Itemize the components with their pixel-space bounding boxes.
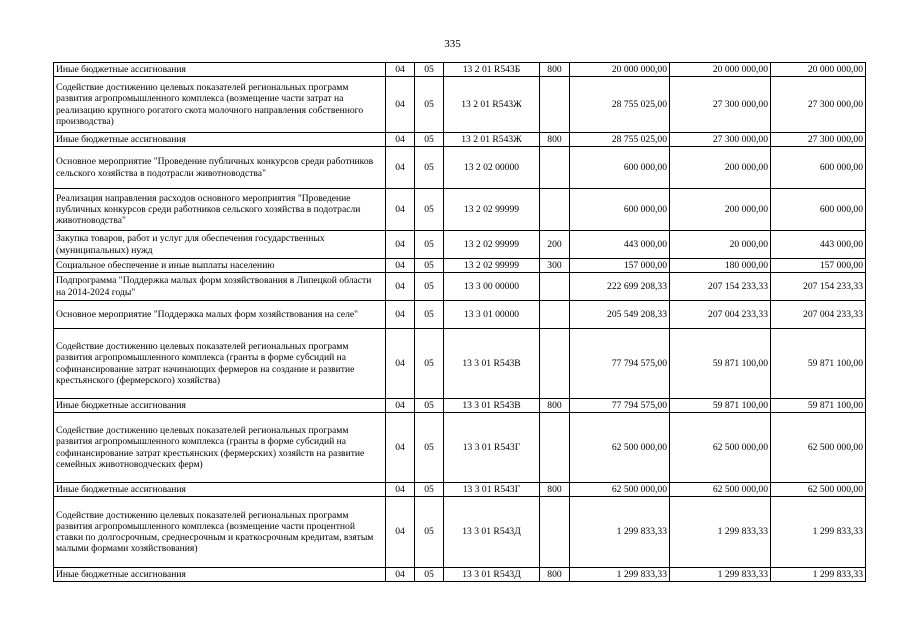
section-code: 04: [386, 497, 415, 568]
target-article-code: 13 2 02 00000: [444, 147, 540, 189]
row-name: Иные бюджетные ассигнования: [54, 133, 386, 147]
section-code: 04: [386, 301, 415, 329]
row-name: Закупка товаров, работ и услуг для обеспечения государственных (муниципальных) нужд: [54, 231, 386, 259]
amount-year-1: 77 794 575,00: [570, 329, 670, 399]
page-number: 335: [444, 38, 461, 50]
amount-year-3: 1 299 833,33: [771, 497, 866, 568]
table-row: [54, 133, 866, 147]
amount-year-1: 1 299 833,33: [570, 568, 670, 582]
section-code: 04: [386, 399, 415, 413]
amount-year-2: 20 000,00: [670, 231, 771, 259]
table-row: [54, 231, 866, 259]
expense-type-code: [540, 273, 570, 301]
amount-year-3: 1 299 833,33: [771, 568, 866, 582]
amount-year-2: 207 154 233,33: [670, 273, 771, 301]
amount-year-3: 59 871 100,00: [771, 329, 866, 399]
amount-year-1: 62 500 000,00: [570, 413, 670, 483]
row-name: Основное мероприятие "Поддержка малых форм хозяйствования на селе": [54, 301, 386, 329]
amount-year-1: 20 000 000,00: [570, 63, 670, 77]
table-row: [54, 259, 866, 273]
amount-year-3: 443 000,00: [771, 231, 866, 259]
table-row: [54, 329, 866, 399]
expense-type-code: 200: [540, 231, 570, 259]
row-name: Иные бюджетные ассигнования: [54, 568, 386, 582]
subsection-code: 05: [415, 231, 444, 259]
row-name: Содействие достижению целевых показателей региональных программ развития агропромышленного комплекса (гранты в форме субсидий на софинансирование затрат крестьянских (фермерских) хозяйств на развитие семейных животноводческих ферм): [54, 413, 386, 483]
amount-year-1: 28 755 025,00: [570, 77, 670, 133]
target-article-code: 13 3 01 R543Д: [444, 568, 540, 582]
subsection-code: 05: [415, 189, 444, 231]
target-article-code: 13 3 01 R543Г: [444, 413, 540, 483]
amount-year-2: 62 500 000,00: [670, 483, 771, 497]
target-article-code: 13 2 01 R543Ж: [444, 77, 540, 133]
table-row: [54, 497, 866, 568]
amount-year-3: 157 000,00: [771, 259, 866, 273]
target-article-code: 13 3 01 R543Г: [444, 483, 540, 497]
expense-type-code: [540, 147, 570, 189]
amount-year-3: 207 154 233,33: [771, 273, 866, 301]
amount-year-1: 205 549 208,33: [570, 301, 670, 329]
subsection-code: 05: [415, 399, 444, 413]
amount-year-3: 62 500 000,00: [771, 483, 866, 497]
row-name: Содействие достижению целевых показателей региональных программ развития агропромышленного комплекса (гранты в форме субсидий на софинансирование затрат начинающих фермеров на создание и развитие крестьянского (фермерского) хозяйства): [54, 329, 386, 399]
amount-year-1: 157 000,00: [570, 259, 670, 273]
row-name: Иные бюджетные ассигнования: [54, 483, 386, 497]
amount-year-2: 27 300 000,00: [670, 77, 771, 133]
amount-year-1: 443 000,00: [570, 231, 670, 259]
amount-year-2: 200 000,00: [670, 189, 771, 231]
section-code: 04: [386, 483, 415, 497]
subsection-code: 05: [415, 568, 444, 582]
subsection-code: 05: [415, 147, 444, 189]
amount-year-3: 27 300 000,00: [771, 77, 866, 133]
amount-year-1: 1 299 833,33: [570, 497, 670, 568]
table-row: [54, 568, 866, 582]
section-code: 04: [386, 568, 415, 582]
table-row: [54, 413, 866, 483]
amount-year-1: 222 699 208,33: [570, 273, 670, 301]
section-code: 04: [386, 133, 415, 147]
expense-type-code: 800: [540, 483, 570, 497]
amount-year-1: 28 755 025,00: [570, 133, 670, 147]
section-code: 04: [386, 273, 415, 301]
amount-year-3: 207 004 233,33: [771, 301, 866, 329]
expense-type-code: 800: [540, 399, 570, 413]
target-article-code: 13 3 01 R543Д: [444, 497, 540, 568]
section-code: 04: [386, 413, 415, 483]
table-row: [54, 301, 866, 329]
section-code: 04: [386, 63, 415, 77]
subsection-code: 05: [415, 77, 444, 133]
expense-type-code: [540, 497, 570, 568]
amount-year-3: 62 500 000,00: [771, 413, 866, 483]
target-article-code: 13 3 00 00000: [444, 273, 540, 301]
amount-year-3: 59 871 100,00: [771, 399, 866, 413]
section-code: 04: [386, 231, 415, 259]
row-name: Социальное обеспечение и иные выплаты населению: [54, 259, 386, 273]
amount-year-2: 59 871 100,00: [670, 329, 771, 399]
expense-type-code: 800: [540, 568, 570, 582]
row-name: Основное мероприятие "Проведение публичных конкурсов среди работников сельского хозяйства в подотрасли животноводства": [54, 147, 386, 189]
table-row: [54, 273, 866, 301]
subsection-code: 05: [415, 273, 444, 301]
subsection-code: 05: [415, 413, 444, 483]
subsection-code: 05: [415, 497, 444, 568]
target-article-code: 13 2 02 99999: [444, 189, 540, 231]
expense-type-code: 800: [540, 63, 570, 77]
amount-year-1: 600 000,00: [570, 189, 670, 231]
amount-year-2: 62 500 000,00: [670, 413, 771, 483]
amount-year-2: 200 000,00: [670, 147, 771, 189]
amount-year-2: 207 004 233,33: [670, 301, 771, 329]
expense-type-code: 300: [540, 259, 570, 273]
section-code: 04: [386, 77, 415, 133]
row-name: Содействие достижению целевых показателей региональных программ развития агропромышленного комплекса (возмещение части процентной ставки по долгосрочным, среднесрочным и краткосрочным кредитам, взятым малыми формами хозяйствования): [54, 497, 386, 568]
section-code: 04: [386, 147, 415, 189]
amount-year-1: 600 000,00: [570, 147, 670, 189]
budget-table: [53, 62, 866, 582]
subsection-code: 05: [415, 63, 444, 77]
section-code: 04: [386, 189, 415, 231]
table-row: [54, 399, 866, 413]
expense-type-code: [540, 329, 570, 399]
subsection-code: 05: [415, 259, 444, 273]
subsection-code: 05: [415, 483, 444, 497]
subsection-code: 05: [415, 329, 444, 399]
subsection-code: 05: [415, 133, 444, 147]
row-name: Содействие достижению целевых показателей региональных программ развития агропромышленного комплекса (возмещение части затрат на реализацию крупного рогатого скота молочного направления собственного производства): [54, 77, 386, 133]
target-article-code: 13 2 02 99999: [444, 259, 540, 273]
table-row: [54, 189, 866, 231]
section-code: 04: [386, 259, 415, 273]
amount-year-2: 180 000,00: [670, 259, 771, 273]
amount-year-1: 62 500 000,00: [570, 483, 670, 497]
amount-year-3: 27 300 000,00: [771, 133, 866, 147]
amount-year-2: 20 000 000,00: [670, 63, 771, 77]
expense-type-code: [540, 413, 570, 483]
table-row: [54, 77, 866, 133]
table-row: [54, 63, 866, 77]
row-name: Иные бюджетные ассигнования: [54, 63, 386, 77]
expense-type-code: 800: [540, 133, 570, 147]
expense-type-code: [540, 301, 570, 329]
target-article-code: 13 3 01 R543В: [444, 329, 540, 399]
amount-year-2: 1 299 833,33: [670, 497, 771, 568]
row-name: Подпрограмма "Поддержка малых форм хозяйствования в Липецкой области на 2014-2024 годы": [54, 273, 386, 301]
target-article-code: 13 3 01 00000: [444, 301, 540, 329]
amount-year-3: 600 000,00: [771, 189, 866, 231]
amount-year-1: 77 794 575,00: [570, 399, 670, 413]
amount-year-2: 59 871 100,00: [670, 399, 771, 413]
row-name: Иные бюджетные ассигнования: [54, 399, 386, 413]
amount-year-3: 20 000 000,00: [771, 63, 866, 77]
amount-year-2: 27 300 000,00: [670, 133, 771, 147]
row-name: Реализация направления расходов основного мероприятия "Проведение публичных конкурсов среди работников сельского хозяйства в подотрасли животноводства": [54, 189, 386, 231]
section-code: 04: [386, 329, 415, 399]
table-row: [54, 147, 866, 189]
expense-type-code: [540, 189, 570, 231]
amount-year-3: 600 000,00: [771, 147, 866, 189]
amount-year-2: 1 299 833,33: [670, 568, 771, 582]
table-row: [54, 483, 866, 497]
target-article-code: 13 3 01 R543В: [444, 399, 540, 413]
target-article-code: 13 2 01 R543Ж: [444, 133, 540, 147]
target-article-code: 13 2 01 R543Б: [444, 63, 540, 77]
expense-type-code: [540, 77, 570, 133]
subsection-code: 05: [415, 301, 444, 329]
target-article-code: 13 2 02 99999: [444, 231, 540, 259]
